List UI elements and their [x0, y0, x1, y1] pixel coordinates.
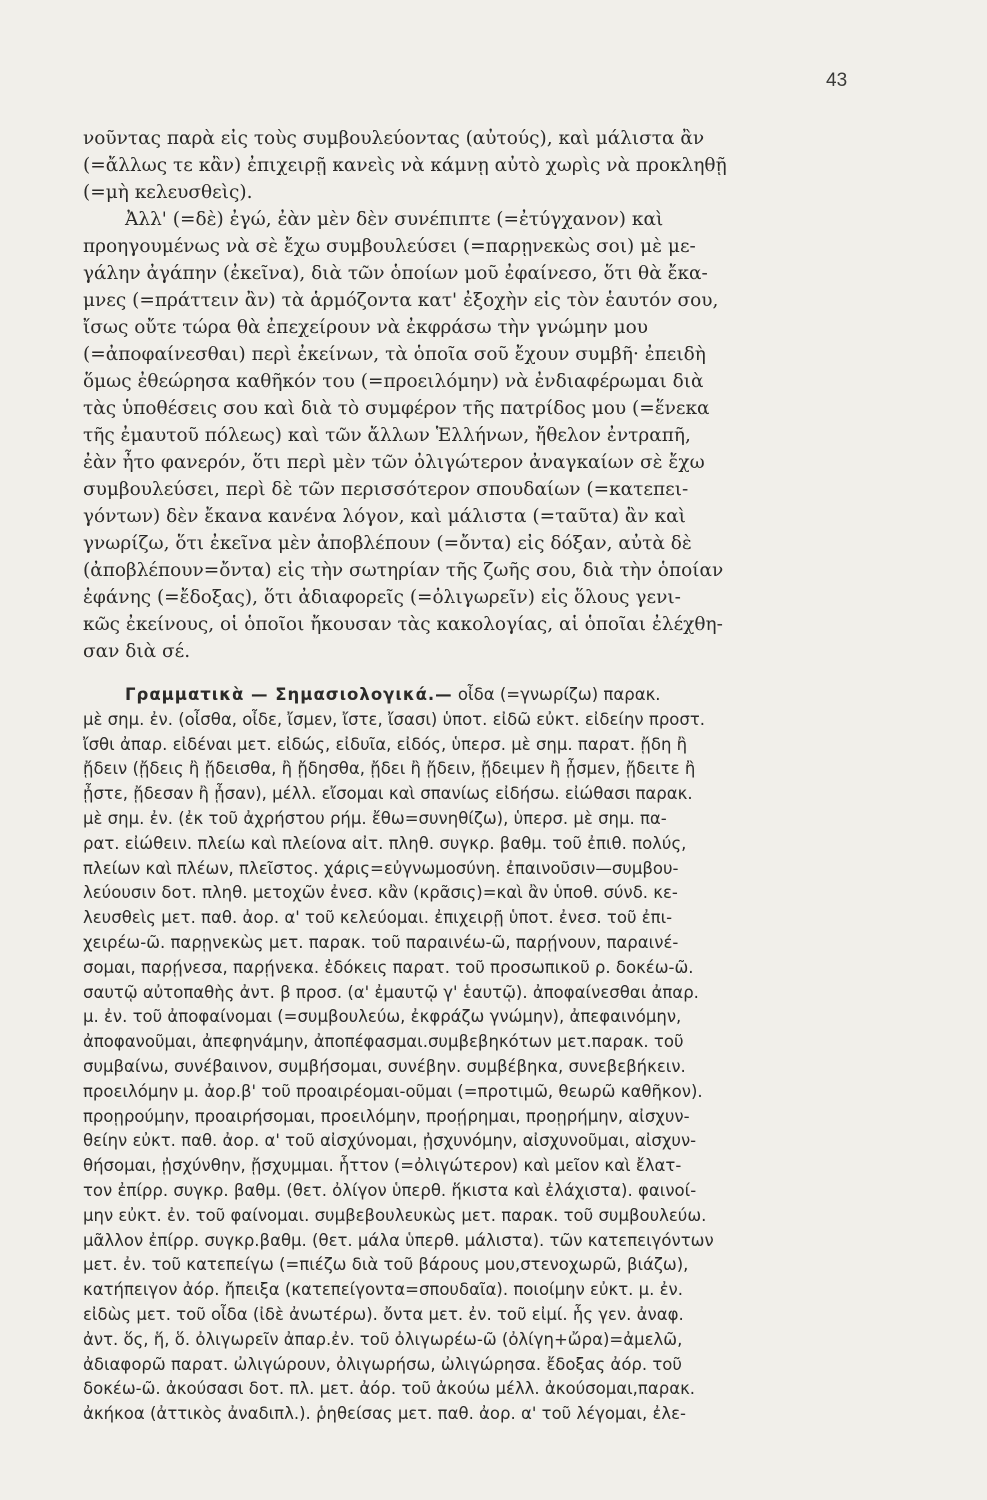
- text-line: ἀδιαφορῶ παρατ. ὠλιγώρουν, ὀλιγωρήσω, ὠλιγώρησα. ἔδοξας ἀόρ. τοῦ: [83, 1354, 682, 1374]
- text-line: γόντων) δὲν ἔκανα κανένα λόγον, καὶ μάλιστα (=ταῦτα) ἂν καὶ: [83, 506, 686, 527]
- text-line: σαυτῷ αὐτοπαθὴς ἀντ. β προσ. (α' ἐμαυτῷ γ' ἑαυτῷ). ἀποφαίνεσθαι ἀπαρ.: [83, 982, 699, 1002]
- text-line: ἐὰν ἦτο φανερόν, ὅτι περὶ μὲν τῶν ὀλιγώτερον ἀναγκαίων σὲ ἔχω: [83, 452, 705, 473]
- text-line: θήσομαι, ᾐσχύνθην, ᾔσχυμμαι. ἧττον (=ὀλιγώτερον) καὶ μεῖον καὶ ἔλατ-: [83, 1156, 682, 1176]
- text-line: τὰς ὑποθέσεις σου καὶ διὰ τὸ συμφέρον τῆς πατρίδος μου (=ἕνεκα: [83, 398, 710, 419]
- text-line: προηγουμένως νὰ σὲ ἔχω συμβουλεύσει (=παρῃνεκὼς σοι) μὲ με-: [83, 236, 696, 257]
- text-line: Ἀλλ' (=δὲ) ἐγώ, ἐὰν μὲν δὲν συνέπιπτε (=ἐτύγχανον) καὶ: [125, 209, 664, 230]
- text-line: μην εὐκτ. ἐν. τοῦ φαίνομαι. συμβεβουλευκὼς μετ. παρακ. τοῦ συμβουλεύω.: [83, 1205, 707, 1225]
- text-line: μνες (=πράττειν ἂν) τὰ ἁρμόζοντα κατ' ἐξοχὴν εἰς τὸν ἑαυτόν σου,: [83, 290, 719, 311]
- text-line: ἀποφανοῦμαι, ἀπεφηνάμην, ἀποπέφασμαι.συμβεβηκότων μετ.παρακ. τοῦ: [83, 1032, 684, 1052]
- text-line: ᾖστε, ᾔδεσαν ἢ ᾖσαν), μέλλ. εἴσομαι καὶ σπανίως εἰδήσω. εἰώθασι παρακ.: [83, 784, 693, 804]
- text-line: μὲ σημ. ἐν. (ἐκ τοῦ ἀχρήστου ρήμ. ἔθω=συνηθίζω), ὑπερσ. μὲ σημ. πα-: [83, 808, 667, 828]
- text-line: τῆς ἐμαυτοῦ πόλεως) καὶ τῶν ἄλλων Ἑλλήνων, ἤθελον ἐντραπῆ,: [83, 425, 691, 446]
- text-line: ρατ. εἰώθειν. πλείω καὶ πλείονα αἰτ. πληθ. συγκρ. βαθμ. τοῦ ἐπιθ. πολύς,: [83, 833, 687, 853]
- text-line: συμβαίνω, συνέβαινον, συμβήσομαι, συνέβην. συμβέβηκα, συνεβεβήκειν.: [83, 1056, 686, 1076]
- text-line: ᾔδειν (ᾔδεις ἢ ᾔδεισθα, ἢ ᾔδησθα, ᾔδει ἢ ᾔδειν, ᾔδειμεν ἢ ᾖσμεν, ᾔδειτε ἢ: [83, 759, 696, 779]
- text-line: κῶς ἐκείνους, οἱ ὁποῖοι ἤκουσαν τὰς κακολογίας, αἱ ὁποῖαι ἐλέχθη-: [83, 614, 723, 635]
- text-line: ἐφάνης (=ἔδοξας), ὅτι ἀδιαφορεῖς (=ὀλιγωρεῖν) εἰς ὅλους γενι-: [83, 587, 681, 608]
- text-line: ἀκήκοα (ἀττικὸς ἀναδιπλ.). ῥηθείσας μετ. παθ. ἀορ. α' τοῦ λέγομαι, ἐλε-: [83, 1404, 687, 1424]
- text-line: μὲ σημ. ἐν. (οἶσθα, οἶδε, ἴσμεν, ἴστε, ἴσασι) ὑποτ. εἰδῶ εὐκτ. εἰδείην προστ.: [83, 709, 706, 729]
- text-line: ὅμως ἐθεώρησα καθῆκόν του (=προειλόμην) νὰ ἐνδιαφέρωμαι διὰ: [83, 371, 704, 392]
- text-line: νοῦντας παρὰ εἰς τοὺς συμβουλεύοντας (αὐτούς), καὶ μάλιστα ἂν: [83, 128, 705, 149]
- page-number: 43: [826, 70, 848, 91]
- text-line: ἴσθι ἀπαρ. εἰδέναι μετ. εἰδώς, εἰδυῖα, εἰδός, ὑπερσ. μὲ σημ. παρατ. ᾔδη ἢ: [83, 734, 688, 754]
- text-line: κατήπειγον ἀόρ. ἤπειξα (κατεπείγοντα=σπουδαῖα). ποιοίμην εὐκτ. μ. ἐν.: [83, 1280, 684, 1300]
- text-line: σαν διὰ σέ.: [83, 641, 191, 662]
- text-line: προῃρούμην, προαιρήσομαι, προειλόμην, προῄρημαι, προῃρήμην, αἰσχυν-: [83, 1106, 690, 1126]
- text-line: πλείων καὶ πλέων, πλεῖστος. χάρις=εὐγνωμοσύνη. ἐπαινοῦσιν—συμβου-: [83, 858, 679, 878]
- main-text: [83, 125, 883, 665]
- text-line: ἀντ. ὅς, ἥ, ὅ. ὀλιγωρεῖν ἀπαρ.ἐν. τοῦ ὀλιγωρέω-ῶ (ὀλίγη+ὤρα)=ἀμελῶ,: [83, 1329, 683, 1349]
- text-line: προειλόμην μ. ἀορ.β' τοῦ προαιρέομαι-οῦμαι (=προτιμῶ, θεωρῶ καθῆκον).: [83, 1081, 703, 1101]
- text-line: γάλην ἀγάπην (ἐκεῖνα), διὰ τῶν ὁποίων μοῦ ἐφαίνεσο, ὅτι θὰ ἔκα-: [83, 263, 708, 284]
- text-line: ἴσως οὔτε τώρα θὰ ἐπεχείρουν νὰ ἐκφράσω τὴν γνώμην μου: [83, 317, 648, 338]
- grammar-notes: [83, 683, 883, 1427]
- text-line: θείην εὐκτ. παθ. ἀορ. α' τοῦ αἰσχύνομαι, ᾐσχυνόμην, αἰσχυνοῦμαι, αἰσχυν-: [83, 1131, 697, 1151]
- text-line: λευσθεὶς μετ. παθ. ἀορ. α' τοῦ κελεύομαι. ἐπιχειρῇ ὑποτ. ἐνεσ. τοῦ ἐπι-: [83, 908, 673, 928]
- text-line: λεύουσιν δοτ. πληθ. μετοχῶν ἐνεσ. κἂν (κρᾶσις)=καὶ ἂν ὑποθ. σύνδ. κε-: [83, 883, 678, 903]
- grammar-first-line: [83, 683, 883, 708]
- text-line: (=ἀποφαίνεσθαι) περὶ ἐκείνων, τὰ ὁποῖα σοῦ ἔχουν συμβῆ· ἐπειδὴ: [83, 344, 706, 365]
- text-line: συμβουλεύσει, περὶ δὲ τῶν περισσότερον σπουδαίων (=κατεπει-: [83, 479, 689, 500]
- text-line: μᾶλλον ἐπίρρ. συγκρ.βαθμ. (θετ. μάλα ὑπερθ. μάλιστα). τῶν κατεπειγόντων: [83, 1230, 714, 1250]
- text-line: χειρέω-ῶ. παρῃνεκὼς μετ. παρακ. τοῦ παραινέω-ῶ, παρῄνουν, παραινέ-: [83, 932, 679, 952]
- text-line: τον ἐπίρρ. συγκρ. βαθμ. (θετ. ὀλίγον ὑπερθ. ἥκιστα καὶ ἐλάχιστα). φαινοί-: [83, 1180, 697, 1200]
- text-line: δοκέω-ῶ. ἀκούσασι δοτ. πλ. μετ. ἀόρ. τοῦ ἀκούω μέλλ. ἀκούσομαι,παρακ.: [83, 1379, 696, 1399]
- text-line: γνωρίζω, ὅτι ἐκεῖνα μὲν ἀποβλέπουν (=ὄντα) εἰς δόξαν, αὐτὰ δὲ: [83, 533, 692, 554]
- text-line: (ἀποβλέπουν=ὄντα) εἰς τὴν σωτηρίαν τῆς ζωῆς σου, διὰ τὴν ὁποίαν: [83, 560, 724, 581]
- text-line: οἶδα (=γνωρίζω) παρακ.: [457, 685, 661, 704]
- text-line: μ. ἐν. τοῦ ἀποφαίνομαι (=συμβουλεύω, ἐκφράζω γνώμην), ἀπεφαινόμην,: [83, 1007, 682, 1027]
- text-line: (=μὴ κελευσθεὶς).: [83, 182, 253, 203]
- text-line: (=ἄλλως τε κἂν) ἐπιχειρῇ κανεὶς νὰ κάμνῃ αὐτὸ χωρὶς νὰ προκληθῇ: [83, 155, 727, 176]
- text-line: σομαι, παρῄνεσα, παρῄνεκα. ἐδόκεις παρατ. τοῦ προσωπικοῦ ρ. δοκέω-ῶ.: [83, 957, 694, 977]
- text-line: μετ. ἐν. τοῦ κατεπείγω (=πιέζω διὰ τοῦ βάρους μου,στενοχωρῶ, βιάζω),: [83, 1255, 689, 1275]
- grammar-heading: Γραμματικὰ — Σημασιολογικά.—: [125, 685, 453, 704]
- text-line: εἰδὼς μετ. τοῦ οἶδα (ἰδὲ ἀνωτέρω). ὄντα μετ. ἐν. τοῦ εἰμί. ἧς γεν. ἀναφ.: [83, 1304, 684, 1324]
